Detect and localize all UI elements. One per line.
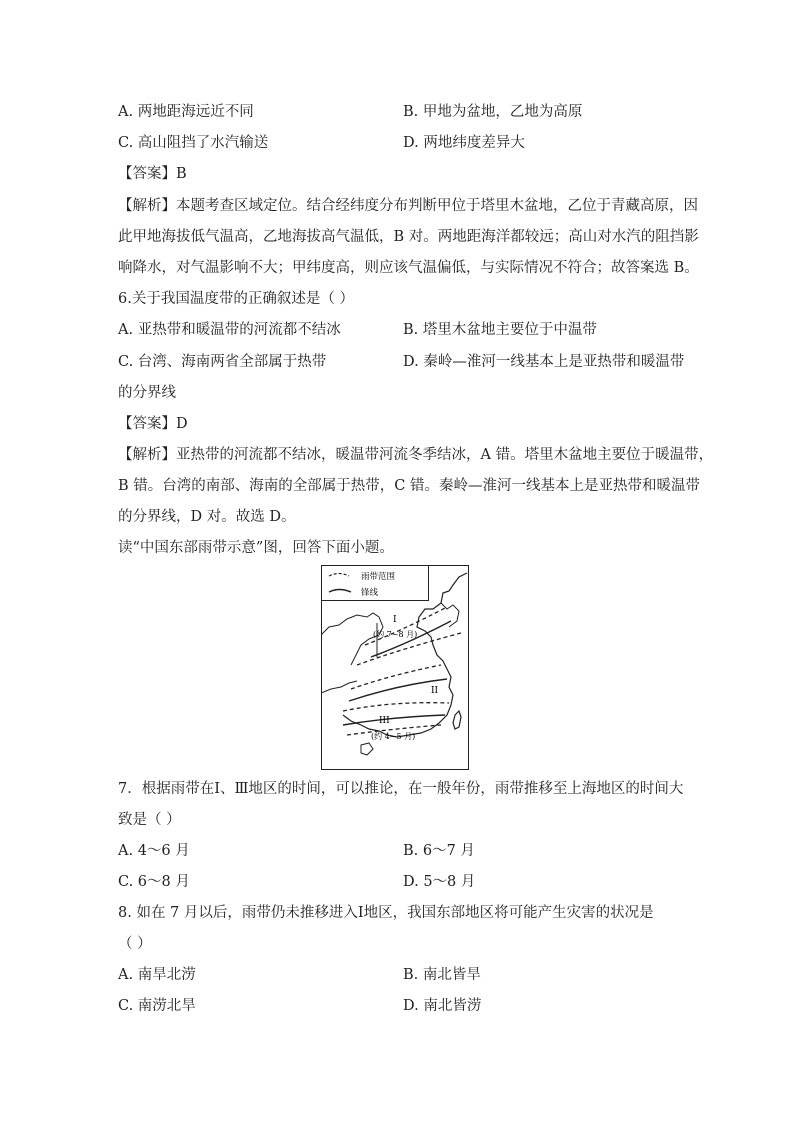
- q6-option-d: D. 秦岭—淮河一线基本上是亚热带和暖温带: [403, 354, 685, 370]
- zone2-label: II: [431, 686, 439, 696]
- q8-stem-line1: 8. 如在 7 月以后，雨带仍未推移进入Ⅰ地区，我国东部地区将可能产生灾害的状况是: [118, 905, 654, 921]
- q5-option-d: D. 两地纬度差异大: [403, 135, 525, 151]
- q6-analysis-line2: B 错。台湾的南部、海南的全部属于热带，C 错。秦岭—淮河一线基本上是亚热带和暖温带: [118, 478, 700, 494]
- q8-option-c: C. 南涝北旱: [118, 998, 196, 1014]
- q8-option-d: D. 南北皆涝: [403, 998, 482, 1014]
- q8-option-a: A. 南旱北涝: [118, 967, 196, 983]
- q6-option-c: C. 台湾、海南两省全部属于热带: [118, 354, 327, 370]
- rain-belt-map: [321, 565, 469, 770]
- q6-stem: 6.关于我国温度带的正确叙述是（ ）: [118, 291, 354, 307]
- legend-dashed-label: 雨带范围: [361, 572, 396, 582]
- q5-analysis-line1: 【解析】本题考查区域定位。结合经纬度分布判断甲位于塔里木盆地，乙位于青藏高原，因: [118, 198, 698, 214]
- q7-option-d: D. 5～8 月: [403, 874, 476, 890]
- q5-option-b: B. 甲地为盆地，乙地为高原: [403, 104, 583, 120]
- zone1-label: I: [393, 615, 397, 625]
- q7-option-c: C. 6～8 月: [118, 874, 190, 890]
- zone3-time: (约 4~5 月): [371, 732, 416, 741]
- q6-analysis-line1: 【解析】亚热带的河流都不结冰，暖温带河流冬季结冰，A 错。塔里木盆地主要位于暖温带，: [118, 447, 714, 463]
- q5-analysis-line3: 响降水，对气温影响不大；甲纬度高，则应该气温偏低，与实际情况不符合；故答案选 B。: [118, 260, 699, 276]
- q8-stem-line2: （ ）: [118, 936, 152, 952]
- q6-option-a: A. 亚热带和暖温带的河流都不结冰: [118, 322, 341, 338]
- q7-option-a: A. 4～6 月: [118, 843, 190, 859]
- q6-option-d-continued: 的分界线: [118, 385, 176, 401]
- map-intro: 读“中国东部雨带示意”图，回答下面小题。: [118, 540, 394, 556]
- q7-stem-line1: 7．根据雨带在Ⅰ、Ⅲ地区的时间，可以推论，在一般年份，雨带推移至上海地区的时间大: [118, 781, 684, 797]
- q5-answer: 【答案】B: [118, 166, 187, 182]
- q8-option-b: B. 南北皆旱: [403, 967, 481, 983]
- q5-option-c: C. 高山阻挡了水汽输送: [118, 135, 269, 151]
- q5-analysis-line2: 此甲地海拔低气温高，乙地海拔高气温低，B 对。两地距海洋都较远；高山对水汽的阻挡影: [118, 229, 699, 245]
- q5-option-a: A. 两地距海远近不同: [118, 104, 254, 120]
- zone3-label: III: [379, 716, 390, 726]
- zone1-time: (约 7~8 月): [373, 630, 418, 639]
- legend-solid-label: 锋线: [361, 588, 379, 598]
- q6-option-b: B. 塔里木盆地主要位于中温带: [403, 322, 597, 338]
- q6-analysis-line3: 的分界线，D 对。故选 D。: [118, 509, 296, 525]
- q7-stem-line2: 致是（ ）: [118, 812, 181, 828]
- q6-answer: 【答案】D: [118, 416, 188, 432]
- q7-option-b: B. 6～7 月: [403, 843, 475, 859]
